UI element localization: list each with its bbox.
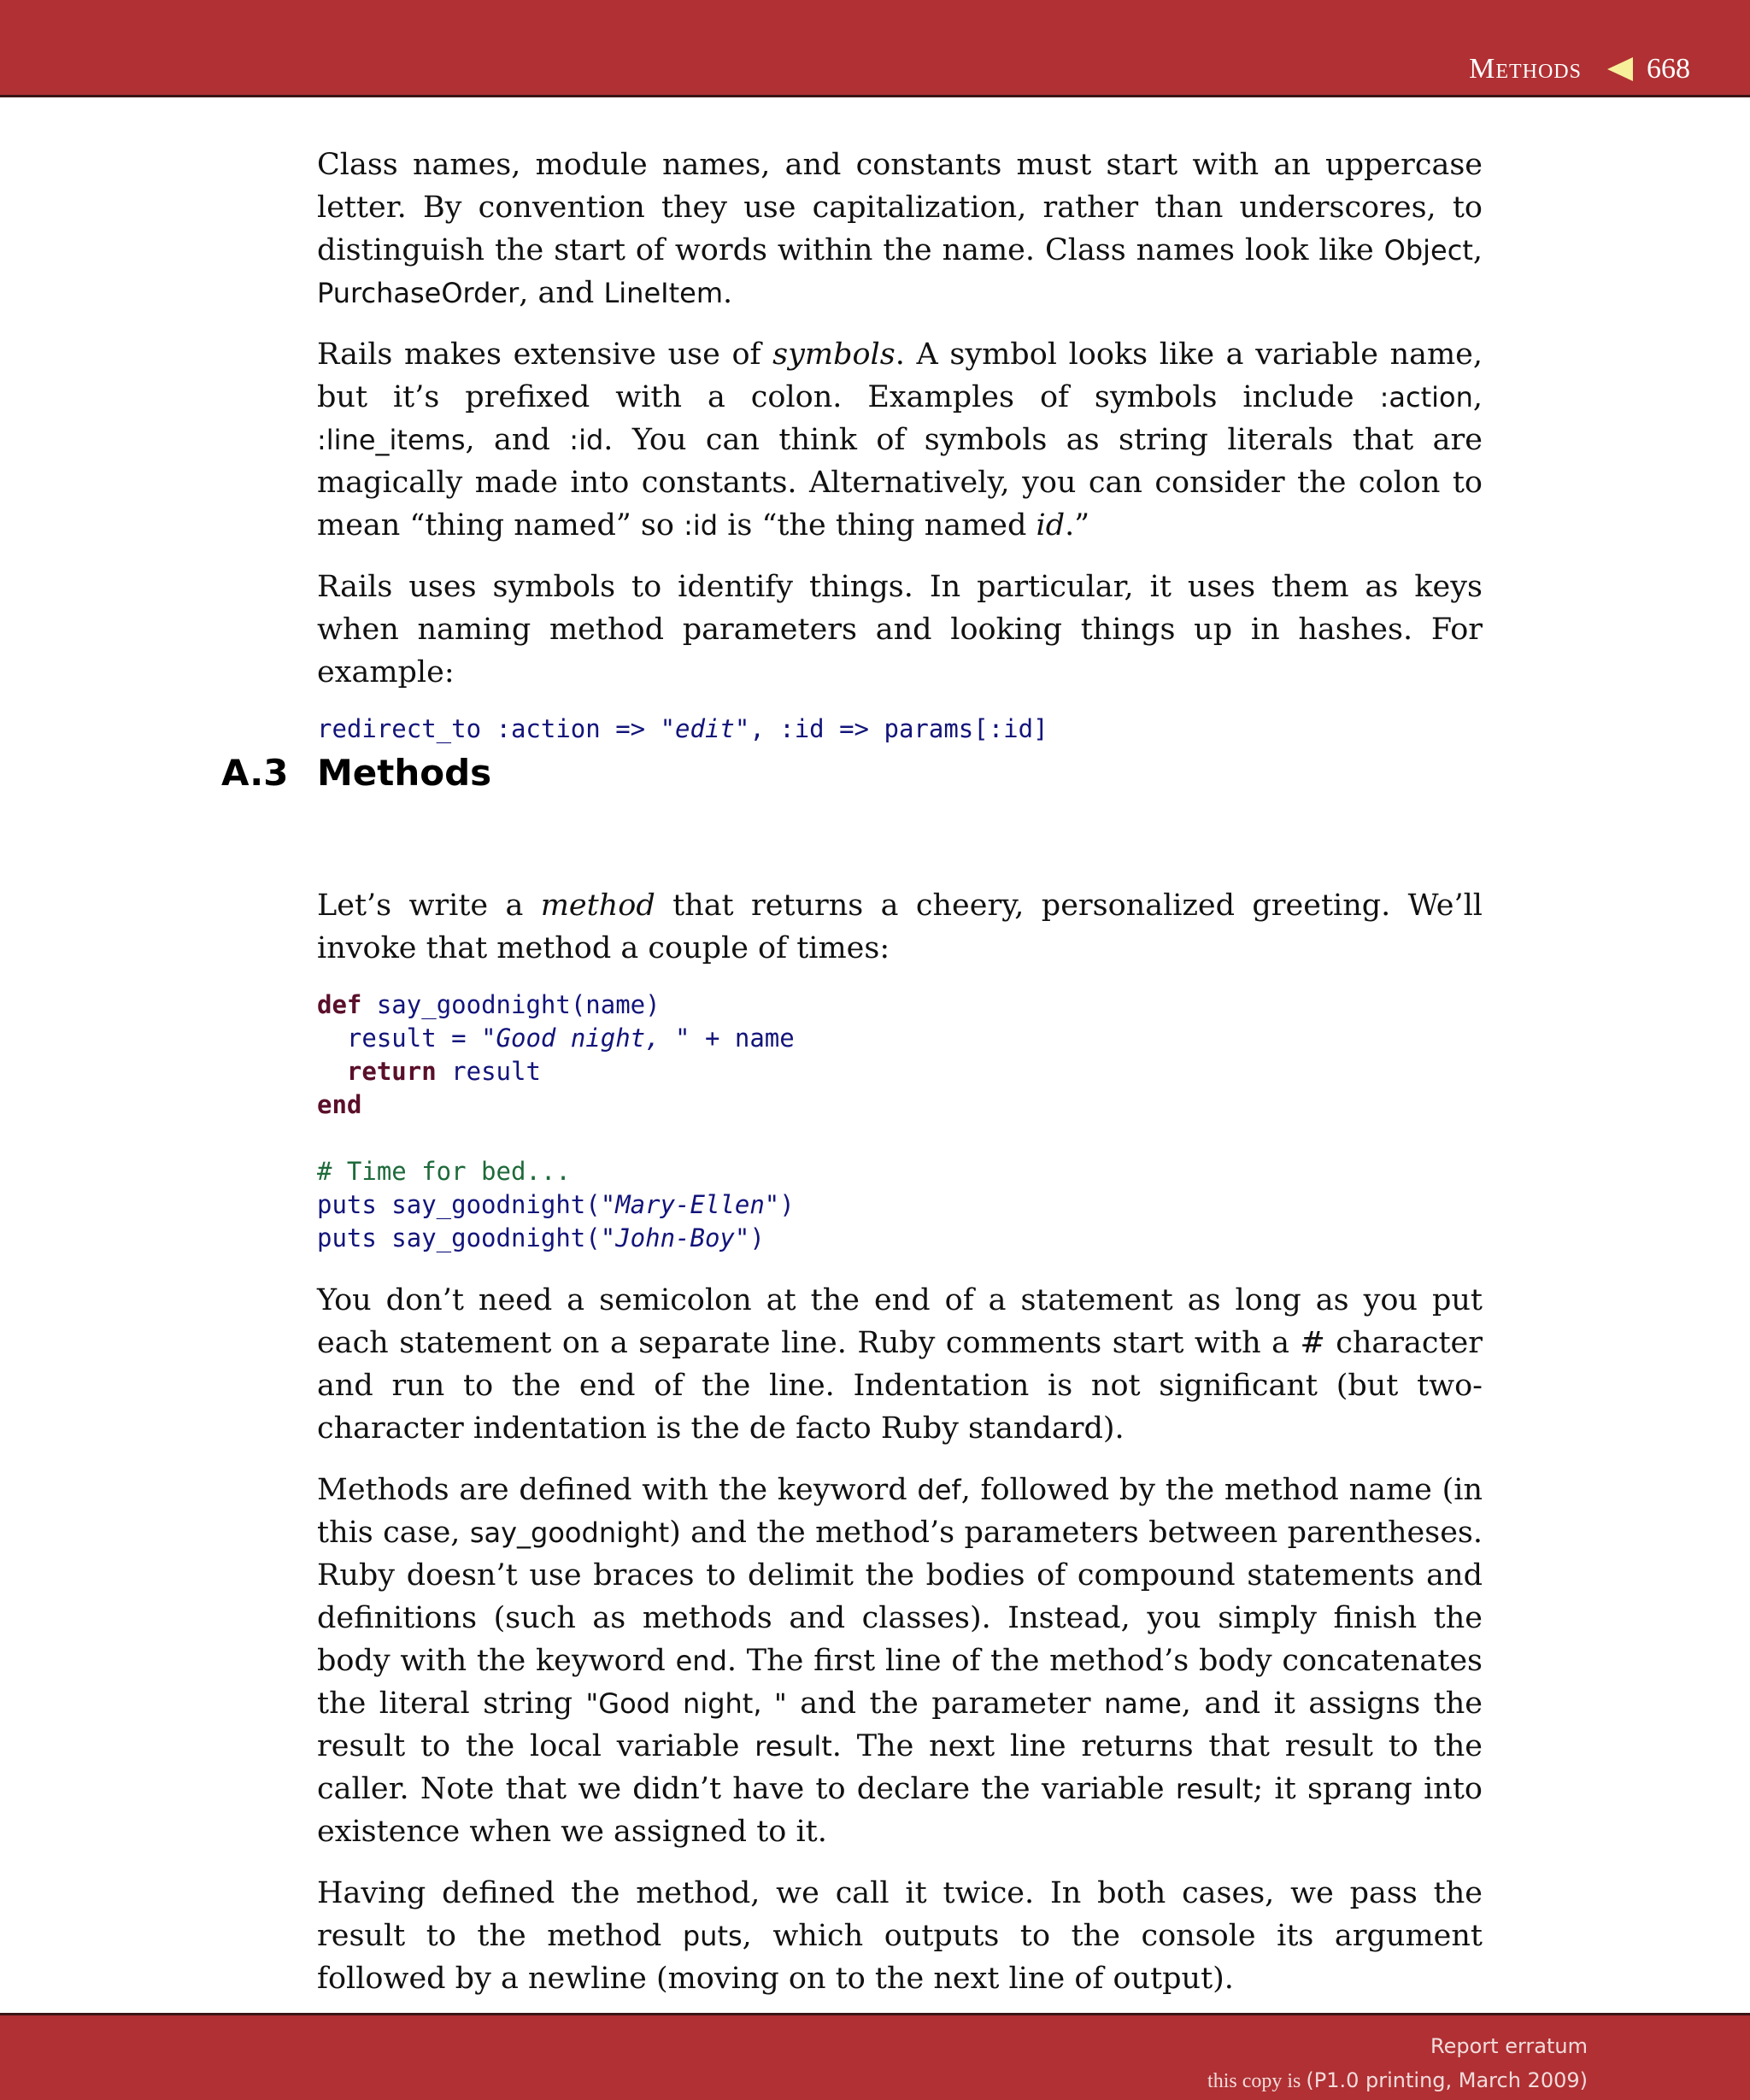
inline-code: result	[1175, 1773, 1254, 1805]
page-header	[0, 0, 1750, 97]
paragraph-symbols-usage: Rails uses symbols to identify things. In particular, it uses them as keys when naming method parameters and looking things up in hashes. For example:	[317, 570, 1483, 689]
copy-info: this copy is (P1.0 printing, March 2009)	[1207, 2068, 1588, 2092]
report-erratum-link[interactable]: Report erratum	[1430, 2034, 1588, 2058]
inline-code: Object	[1383, 234, 1473, 267]
inline-code: :action	[1379, 381, 1473, 414]
inline-code: "Good night, "	[585, 1687, 787, 1720]
inline-code: :id	[684, 509, 719, 542]
paragraph-method-intro: Let’s write a method that returns a cheery, personalized greeting. We’ll invoke that method a couple of times:	[317, 889, 1483, 965]
section-title: Methods	[317, 752, 492, 794]
page-content	[317, 144, 1483, 2019]
inline-code: name	[1104, 1687, 1182, 1720]
inline-code: LineItem	[603, 277, 723, 309]
paragraph-puts: Having defined the method, we call it twice. In both cases, we pass the result to the method puts, which outputs to the console its argument followed by a newline (moving on to the next line of output).	[317, 1876, 1483, 1996]
code-block-say-goodnight: def say_goodnight(name) result = "Good night, " + name return result end # Time for bed... puts say_goodnight("Mary-Ellen") puts say_goodnight("John-Boy")	[317, 990, 795, 1252]
inline-code: def	[917, 1474, 961, 1506]
paragraph-semicolons: You don’t need a semicolon at the end of a statement as long as you put each statement on a separate line. Ruby comments start with a # character and run to the end of the line. Indentation is not significant (but two-character indentation is the de facto Ruby standard).	[317, 1283, 1483, 1446]
section-number: A.3	[221, 752, 289, 794]
inline-code: :line_items	[317, 424, 466, 456]
paragraph-def-keyword: Methods are defined with the keyword def, followed by the method name (in this case, say_goodnight) and the method’s parameters between parentheses. Ruby doesn’t use braces to delimit the bodies of compound statements and definitions (such as methods and classes). Instead, you simply finish the body with the keyword end. The first line of the method’s body concatenates the literal string "Good night, " and the parameter name, and it assigns the result to the local variable result. The next line returns that result to the caller. Note that we didn’t have to declare the variable result; it sprang into existence when we assigned to it.	[317, 1473, 1483, 1849]
paragraph-symbols: Rails makes extensive use of symbols. A symbol looks like a variable name, but it’s prefixed with a colon. Examples of symbols include :action, :line_items, and :id. You can think of symbols as string literals that are magically made into constants. Alternatively, you can consider the colon to mean “thing named” so :id is “the thing named id.”	[317, 337, 1483, 543]
code-block-redirect: redirect_to :action => "edit", :id => params[:id]	[317, 714, 1048, 743]
page-footer	[0, 2013, 1750, 2100]
back-arrow-icon[interactable]	[1607, 57, 1633, 81]
inline-code: result	[755, 1730, 832, 1763]
paragraph-class-names: Class names, module names, and constants must start with an uppercase letter. By convention they use capitalization, rather than underscores, to distinguish the start of words within the name. Class names look like Object, PurchaseOrder, and LineItem.	[317, 148, 1483, 310]
inline-code: PurchaseOrder	[317, 277, 520, 309]
section-name: Methods	[1469, 53, 1582, 85]
inline-code: say_goodnight	[469, 1516, 670, 1549]
header-nav	[1469, 53, 1690, 85]
section-heading	[221, 752, 491, 794]
inline-code: :id	[569, 424, 604, 456]
heading-spacer	[317, 801, 1483, 884]
page-number: 668	[1647, 53, 1690, 85]
inline-code: puts	[682, 1920, 743, 1952]
inline-code: end	[675, 1645, 727, 1677]
